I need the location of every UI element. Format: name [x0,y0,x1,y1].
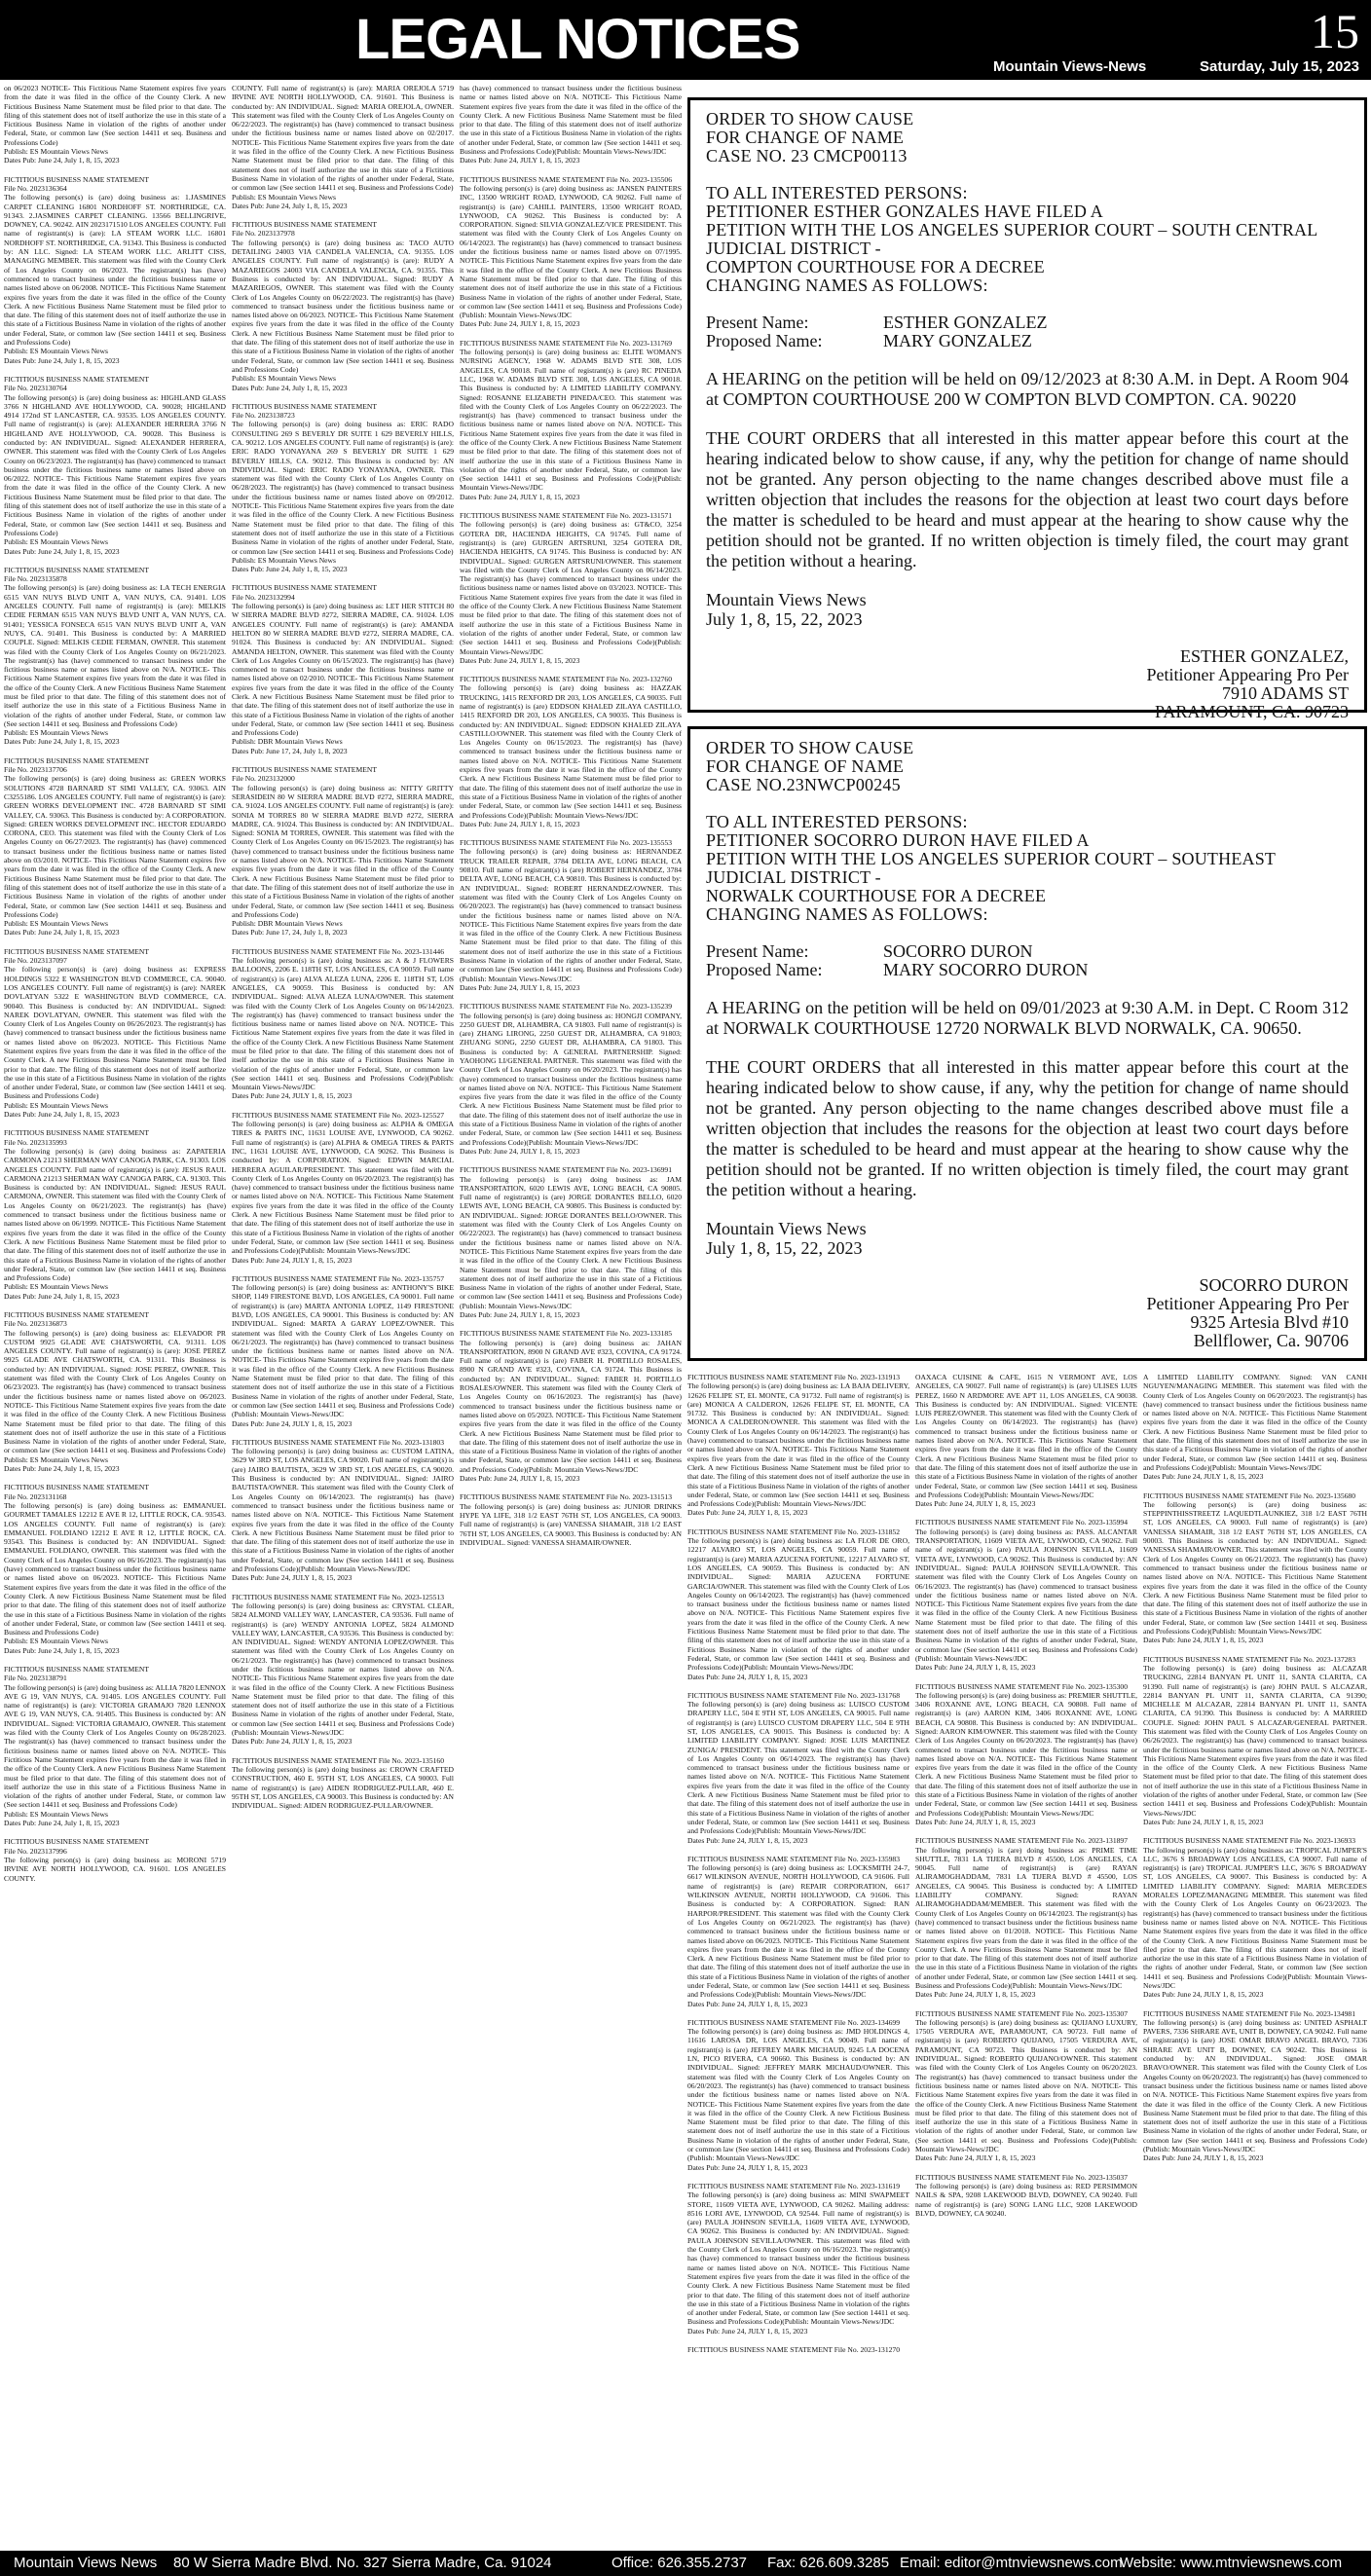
fictitious-business-notice: FICTITIOUS BUSINESS NAME STATEMENT File No. 2023135993 The following person(s) is (are) doing business as: ZAPATERIA CARMONA 21213 SHERMAN WAY CANOGA PARK, CA. 91303. LOS ANGELES COUNTY. Full name of registrant(s) is (are): JESUS RAUL CARMONA 21213 SHERMAN WAY CANOGA PARK, CA. 91303. This Business is conducted by: AN INDIVIDUAL. Signed: JESUS RAUL CARMONA, OWNER. This statement was filed with the County Clerk of Los Angeles County on 06/21/2023. The registrant(s) has (have) commenced to transact business under the fictitious business name or names listed above on 06/1999. NOTICE- This Fictitious Name Statement expires five years from the date it was filed in the office of the County Clerk. A new Fictitious Business Name Statement must be filed prior to that date. The filing of this statement does not of itself authorize the use in this state of a Fictitious Business Name in violation of the rights of another under Federal, State, or common law (See section 14411 et seq. Business and Professions Code) Publish: ES Mountain Views News Dates Pub: June 24, July 1, 8, 15, 2023 [4,1128,226,1301]
fictitious-business-notice: FICTITIOUS BUSINESS NAME STATEMENT File No. 2023-135506 The following person(s) is (are) doing business as: JANSEN PAINTERS INC, 13500 WRIGHT ROAD, LYNWOOD, CA 90262. Full name of registrant(s) is (are) CAHILL PAINTERS, 13500 WRIGHT ROAD, LYNWOOD, CA 90262. This Business is conducted by: A CORPORATION. Signed: SILVIA GONZALEZ/VICE PRESIDENT. This statement was filed with the County Clerk of Los Angeles County on 06/14/2023. The registrant(s) has (have) commenced to transact business under the fictitious business name or names listed above on 07/1995. NOTICE- This Fictitious Name Statement expires five years from the date it was filed in the office of the County Clerk. A new Fictitious Business Name Statement must be filed prior to that date. The filing of this statement does not of itself authorize the use in this state of a Fictitious Business Name in violation of the rights of another under Federal, State, or common law (See section 14411 et seq. Business and Professions Code)(Publish: Mountain Views-News/JDC Dates Pub: June 24, JULY 1, 8, 15, 2023 [460,174,682,329]
fictitious-business-notice: FICTITIOUS BUSINESS NAME STATEMENT File No. 2023-135307 The following person(s) is (are) doing business as: QUIJANO LUXURY, 17505 VERDURA AVE, PARAMOUNT, CA 90723. Full name of registrant(s) is (are) ROBERTO QUIJANO, 17505 VERDURA AVE, PARAMOUNT, CA 90723. This Business is conducted by: AN INDIVIDUAL. Signed: ROBERTO QUIJANO/OWNER. This statement was filed with the County Clerk of Los Angeles County on 06/20/2023. The registrant(s) has (have) commenced to transact business under the fictitious business name or names listed above on N/A. NOTICE- This Fictitious Name Statement expires five years from the date it was filed in the office of the County Clerk. A new Fictitious Business Name Statement must be filed prior to that date. The filing of this statement does not of itself authorize the use in this state of a Fictitious Business Name in violation of the rights of another under Federal, State, or common law (See section 14411 et seq. Business and Professions Code)(Publish: Mountain Views-News/JDC Dates Pub: June 24, JULY 1, 8, 15, 2023 [915,2008,1137,2163]
court-order-text: THE COURT ORDERS that all interested in this matter appear before this court at the hearing indicated below to show cause, if any, why the petition for change of name should not be granted. Any person objecting to the name changes described above must file a written objection that includes the reasons for the objection at least two court days before the matter is scheduled to be heard and must appear at the hearing to show cause why the petition should not be granted. If no written objection is timely filed, the court may grant the petition without a hearing. [706,1057,1349,1199]
fictitious-business-notice: FICTITIOUS BUSINESS NAME STATEMENT File No. 2023-136991 The following person(s) is (are) doing business as: JAM TRANSPORTATION, 6020 LEWIS AVE, LONG BEACH, CA 90805. Full name of registrant(s) is (are) JORGE DORANTES BELLO, 6020 LEWIS AVE, LONG BEACH, CA 90805. This Business is conducted by: AN INDIVIDUAL. Signed: JORGE DORANTES BELLO/OWNER. This statement was filed with the County Clerk of Los Angeles County on 06/22/2023. The registrant(s) has (have) commenced to transact business under the fictitious business name or names listed above on N/A. NOTICE- This Fictitious Name Statement expires five years from the date it was filed in the office of the County Clerk. A new Fictitious Business Name Statement must be filed prior to that date. The filing of this statement does not of itself authorize the use in this state of a Fictitious Business Name in violation of the rights of another under Federal, State, or common law (See section 14411 et seq. Business and Professions Code)(Publish: Mountain Views-News/JDC Dates Pub: June 24, JULY 1, 8, 15, 2023 [460,1165,682,1319]
name-change-order-box [687,97,1367,721]
fictitious-business-notice: FICTITIOUS BUSINESS NAME STATEMENT File No. 2023-135300 The following person(s) is (are) doing business as: PREMIER SHUTTLE, 3406 ROXANNE AVE, LONG BEACH, CA 90808. Full name of registrant(s) is (are) AARON KIM, 3406 ROXANNE AVE, LONG BEACH, CA 90808. This Business is conducted by: AN INDIVIDUAL. Signed: AARON KIM/OWNER. This statement was filed with the County Clerk of Los Angeles County on 06/20/2023. The registrant(s) has (have) commenced to transact business under the fictitious business name or names listed above on N/A. NOTICE- This Fictitious Name Statement expires five years from the date it was filed in the office of the County Clerk. A new Fictitious Business Name Statement must be filed prior to that date. The filing of this statement does not of itself authorize the use in this state of a Fictitious Business Name in violation of the rights of another under Federal, State, or common law (See section 14411 et seq. Business and Professions Code)(Publish: Mountain Views-News/JDC Dates Pub: June 24, JULY 1, 8, 15, 2023 [915,1681,1137,1826]
proposed-name: MARY SOCORRO DURON [883,960,1089,979]
fictitious-business-notice: FICTITIOUS BUSINESS NAME STATEMENT File No. 2023-134981 The following person(s) is (are) doing business as: UNITED ASPHALT PAVERS, 7336 SHRARE AVE, UNIT B, DOWNEY, CA 90242. Full name of registrant(s) is (are) JOSE OMAR BRAVO ANGEL BRAVO, 7336 SHRARE AVE UNIT B, DOWNEY, CA 90242. This Business is conducted by: AN INDIVIDUAL. Signed: JOSE OMAR BRAVO/OWNER. This statement was filed with the County Clerk of Los Angeles County on 06/20/2023. The registrant(s) has (have) commenced to transact business under the fictitious business name or names listed above on N/A. NOTICE- This Fictitious Name Statement expires five years from the date it was filed in the office of the County Clerk. A new Fictitious Business Name Statement must be filed prior to that date. The filing of this statement does not of itself authorize the use in this state of a Fictitious Business Name in violation of the rights of another under Federal, State, or common law (See section 14411 et seq. Business and Professions Code)(Publish: Mountain Views-News/JDC Dates Pub: June 24, JULY 1, 8, 15, 2023 [1143,2008,1367,2163]
fictitious-business-notice: FICTITIOUS BUSINESS NAME STATEMENT File No. 2023137706 The following person(s) is (are) doing business as: GREEN WORKS SOLUTIONS 4728 BARNARD ST SIMI VALLEY, CA. 93063. AIN C3255186. LOS ANGELES COUNTY. Full name of registrant(s) is (are): GREEN WORKS DEVELOPMENT INC. 4728 BARNARD ST SIMI VALLEY, CA. 93063. This Business is conducted by: A CORPORATION. Signed: GREEN WORKS DEVELOPMENT INC. HECTOR EDUARDO CORONA, CEO. This statement was filed with the County Clerk of Los Angeles County on 06/27/2023. The registrant(s) has (have) commenced to transact business under the fictitious business name or names listed above on 03/2010. NOTICE- This Fictitious Name Statement expires five years from the date it was filed in the office of the County Clerk. A new Fictitious Business Name Statement must be filed prior to that date. The filing of this statement does not of itself authorize the use in this state of a Fictitious Business Name in violation of the rights of another under Federal, State, or common law (See section 14411 et seq. Business and Professions Code) Publish: ES Mountain Views News Dates Pub: June 24, July 1, 8, 15, 2023 [4,755,226,938]
name-table [706,942,1349,979]
proposed-name: MARY GONZALEZ [883,331,1032,350]
present-name-label: Present Name: [706,941,809,961]
page-header [0,0,1371,80]
publication-info: Mountain Views News July 1, 8, 15, 22, 2023 [706,1219,867,1258]
fictitious-business-notice: FICTITIOUS BUSINESS NAME STATEMENT File No. 2023-131446 The following person(s) is (are) doing business as: A & J FLOWERS BALLOONS, 2206 E. 118TH ST, LOS ANGELES, CA 90059. Full name of registrant(s) is (are) ALVA ALEZA LUNA, 2206 E. 118TH ST, LOS ANGELES, CA 90059. This Business is conducted by: AN INDIVIDUAL. Signed: ALVA ALEZA LUNA/OWNER. This statement was filed with the County Clerk of Los Angeles County on 06/14/2023. The registrant(s) has (have) commenced to transact business under the fictitious business name or names listed above on N/A. NOTICE- This Fictitious Name Statement expires five years from the date it was filed in the office of the County Clerk. A new Fictitious Business Name Statement must be filed prior to that date. The filing of this statement does not of itself authorize the use in this state of a Fictitious Business Name in violation of the rights of another under Federal, State, or common law (See section 14411 et seq. Business and Professions Code)(Publish: Mountain Views-News/JDC Dates Pub: June 24, JULY 1, 8, 15, 2023 [232,946,454,1101]
footer-website-link[interactable]: Website: www.mtnviewsnews.com [1120,2555,1343,2571]
fictitious-business-notice: FICTITIOUS BUSINESS NAME STATEMENT File No. 2023137978 The following person(s) is (are) doing business as: TACO AUTO DETAILING 24003 VIA CANDELA VALENCIA, CA. 91355. LOS ANGELES COUNTY. Full name of registrant(s) is (are): RUDY A MAZARIEGOS 24003 VIA CANDELA VALENCIA, CA. 91355. This Business is conducted by: AN INDIVIDUAL. Signed: RUDY A MAZARIEGOS, OWNER. This statement was filed with the County Clerk of Los Angeles County on 06/22/2023. The registrant(s) has (have) commenced to transact business under the fictitious business name or names listed above on 06/2023. NOTICE- This Fictitious Name Statement expires five years from the date it was filed in the office of the County Clerk. A new Fictitious Business Name Statement must be filed prior to that date. The filing of this statement does not of itself authorize the use in this state of a Fictitious Business Name in violation of the rights of another under Federal, State, or common law (See section 14411 et seq. Business and Professions Code) Publish: ES Mountain Views News Dates Pub: June 24, July 1, 8, 15, 2023 [232,220,454,392]
fictitious-business-notice: FICTITIOUS BUSINESS NAME STATEMENT File No. 2023138723 The following person(s) is (are) doing business as: ERIC RADO CONSULTING 269 S BEVERLY DR SUITE 1 629 BEVERLY HILLS, CA. 90212. LOS ANGELES COUNTY. Full name of registrant(s) is (are): ERIC RADO YONAYANA 269 S BEVERLY DR SUITE 1 629 BEVERLY HILLS, CA. 90212. This Business is conducted by: AN INDIVIDUAL. Signed: ERIC RADO YONAYANA, OWNER. This statement was filed with the County Clerk of Los Angeles County on 06/28/2023. The registrant(s) has (have) commenced to transact business under the fictitious business name or names listed above on 09/2012. NOTICE- This Fictitious Name Statement expires five years from the date it was filed in the office of the County Clerk. A new Fictitious Business Name Statement must be filed prior to that date. The filing of this statement does not of itself authorize the use in this state of a Fictitious Business Name in violation of the rights of another under Federal, State, or common law (See section 14411 et seq. Business and Professions Code) Publish: ES Mountain Views News Dates Pub: June 24, July 1, 8, 15, 2023 [232,401,454,574]
fictitious-business-notice: on 06/2023 NOTICE- This Fictitious Name Statement expires five years from the date it was filed in the office of the County Clerk. A new Fictitious Business Name Statement must be filed prior to that date. The filing of this statement does not of itself authorize the use in this state of a Fictitious Business Name in violation of the rights of another under Federal, State, or common law (See section 14411 et seq. Business and Professions Code) Publish: ES Mountain Views News Dates Pub: June 24, July 1, 8, 15, 2023 [4,84,226,166]
present-name: SOCORRO DURON [883,941,1033,961]
notice-column-2 [232,84,454,2545]
fictitious-business-notice: FICTITIOUS BUSINESS NAME STATEMENT File No. 2023131168 The following person(s) is (are) doing business as: EMMANUEL GOURMET TAMALES 12212 E AVE R 12, LITTLE ROCK, CA. 93543. LOS ANGELES COUNTY. Full name of registrant(s) is (are): EMMANUEL FOLDIANO 12212 E AVE R 12, LITTLE ROCK, CA. 93543. This Business is conducted by: AN INDIVIDUAL. Signed: EMMANUEL FOLDIANO, OWNER. This statement was filed with the County Clerk of Los Angeles County on 06/16/2023. The registrant(s) has (have) commenced to transact business under the fictitious business name or names listed above on 06/2023. NOTICE- This Fictitious Name Statement expires five years from the date it was filed in the office of the County Clerk. A new Fictitious Business Name Statement must be filed prior to that date. The filing of this statement does not of itself authorize the use in this state of a Fictitious Business Name in violation of the rights of another under Federal, State, or common law (See section 14411 et seq. Business and Professions Code) Publish: ES Mountain Views News Dates Pub: June 24, July 1, 8, 15, 2023 [4,1483,226,1655]
fictitious-business-notice: FICTITIOUS BUSINESS NAME STATEMENT File No. 2023136873 The following person(s) is (are) doing business as: ELEVADOR PR CUSTOM 9925 GLADE AVE CHATSWORTH, CA. 91311. LOS ANGELES COUNTY. Full name of registrant(s) is (are): JOSE PEREZ 9925 GLADE AVE CHATSWORTH, CA. 91311. This Business is conducted by: AN INDIVIDUAL. Signed: JOSE PEREZ, OWNER. This statement was filed with the County Clerk of Los Angeles County on 06/23/2023. The registrant(s) has (have) commenced to transact business under the fictitious business name or names listed above on 06/2023. NOTICE- This Fictitious Name Statement expires five years from the date it was filed in the office of the County Clerk. A new Fictitious Business Name Statement must be filed prior to that date. The filing of this statement does not of itself authorize the use in this state of a Fictitious Business Name in violation of the rights of another under Federal, State, or common law (See section 14411 et seq. Business and Professions Code) Publish: ES Mountain Views News Dates Pub: June 24, July 1, 8, 15, 2023 [4,1310,226,1474]
fictitious-business-notice: FICTITIOUS BUSINESS NAME STATEMENT File No. 2023132000 The following person(s) is (are) doing business as: NITTY GRITTY SERASIDEIN 80 W SIERRA MADRE BLVD #272, SIERRA MADRE, CA. 91024. LOS ANGELES COUNTY. Full name of registrant(s) is (are): SONIA M TORRES 80 W SIERRA MADRE BLVD #272, SIERRA MADRE, CA. 91024. This Business is conducted by: AN INDIVIDUAL. Signed: SONIA M TORRES, OWNER. This statement was filed with the County Clerk of Los Angeles County on 06/15/2023. The registrant(s) has (have) commenced to transact business under the fictitious business name or names listed above on N/A. NOTICE- This Fictitious Name Statement expires five years from the date it was filed in the office of the County Clerk. A new Fictitious Business Name Statement must be filed prior to that date. The filing of this statement does not of itself authorize the use in this state of a Fictitious Business Name in violation of the rights of another under Federal, State, or common law (See section 14411 et seq. Business and Professions Code) Publish: DBR Mountain Views News Dates Pub: June 17, 24, July 1, 8, 2023 [232,765,454,938]
publication-info: Mountain Views News July 1, 8, 15, 22, 2023 [706,590,867,629]
fictitious-business-notice: FICTITIOUS BUSINESS NAME STATEMENT File No. 2023-131513 The following person(s) is (are) doing business as: JUNIOR DRINKS HYPE YA LIFE, 318 1/2 EAST 76TH ST, LOS ANGELES, CA 90003. Full name of registrant(s) is (are) VANESSA SHAMAIR, 318 1/2 EAST 76TH ST, LOS ANGELES, CA 90003. This Business is conducted by: AN INDIVIDUAL. Signed: VANESSA SHAMAIR/OWNER. [460,1492,682,1547]
issue-date: Saturday, July 15, 2023 [1200,58,1359,75]
fictitious-business-notice: FICTITIOUS BUSINESS NAME STATEMENT File No. 2023-135239 The following person(s) is (are) doing business as: HONGJI COMPANY, 2250 GUEST DR, ALHAMBRA, CA 91803. Full name of registrant(s) is (are) ZHANG LIRONG, 2250 GUEST DR, ALHAMBRA, CA 91803; ZHUANG SONG, 2250 GUEST DR, ALHAMBRA, CA 91803. This Business is conducted by: A GENERAL PARTNERSHIP. Signed: YAOHONG LI/GENERAL PARTNER. This statement was filed with the County Clerk of Los Angeles County on 06/20/2023. The registrant(s) has (have) commenced to transact business under the fictitious business name or names listed above on N/A. NOTICE- This Fictitious Name Statement expires five years from the date it was filed in the office of the County Clerk. A new Fictitious Business Name Statement must be filed prior to that date. The filing of this statement does not of itself authorize the use in this state of a Fictitious Business Name in violation of the rights of another under Federal, State, or common law (See section 14411 et seq. Business and Professions Code)(Publish: Mountain Views-News/JDC Dates Pub: June 24, JULY 1, 8, 15, 2023 [460,1002,682,1156]
section-title: LEGAL NOTICES [355,8,800,71]
footer-paper: Mountain Views News [14,2555,158,2571]
fictitious-business-notice: FICTITIOUS BUSINESS NAME STATEMENT File No. 2023-135680 The following person(s) is (are) doing business as: STEPPINTHISSTREETZ LAQUEDTLAUNKIEZ, 318 1/2 EAST 76TH ST, LOS ANGELES, CA 90003. Full name of registrant(s) is (are) VANESSA SHAMAIR, 318 1/2 EAST 76TH ST, LOS ANGELES, CA 90003. This Business is conducted by: AN INDIVIDUAL. Signed: VANESSA SHAMAIR/OWNER. This statement was filed with the County Clerk of Los Angeles County on 06/21/2023. The registrant(s) has (have) commenced to transact business under the fictitious business name or names listed above on N/A. NOTICE- This Fictitious Name Statement expires five years from the date it was filed in the office of the County Clerk. A new Fictitious Business Name Statement must be filed prior to that date. The filing of this statement does not of itself authorize the use in this state of a Fictitious Business Name in violation of the rights of another under Federal, State, or common law (See section 14411 et seq. Business and Professions Code)(Publish: Mountain Views-News/JDC Dates Pub: June 24, JULY 1, 8, 15, 2023 [1143,1490,1367,1645]
fictitious-business-notice: FICTITIOUS BUSINESS NAME STATEMENT File No. 2023-125527 The following person(s) is (are) doing business as: ALPHA & OMEGA TIRES & PARTS INC, 11631 LOUISE AVE, LYNWOOD, CA 90262. Full name of registrant(s) is (are) ALPHA & OMEGA TIRES & PARTS INC, 11631 LOUISE AVE, LYNWOOD, CA 90262. This Business is conducted by: A CORPORATION. Signed: EDWIN MARCIAL HERRERA AGUILAR/PRESIDENT. This statement was filed with the County Clerk of Los Angeles County on 06/20/2023. The registrant(s) has (have) commenced to transact business under the fictitious business name or names listed above on N/A. NOTICE- This Fictitious Name Statement expires five years from the date it was filed in the office of the County Clerk. A new Fictitious Business Name Statement must be filed prior to that date. The filing of this statement does not of itself authorize the use in this state of a Fictitious Business Name in violation of the rights of another under Federal, State, or common law (See section 14411 et seq. Business and Professions Code)(Publish: Mountain Views-News/JDC Dates Pub: June 24, JULY 1, 8, 15, 2023 [232,1110,454,1265]
footer-fax: Fax: 626.609.3285 [767,2555,890,2571]
hearing-details: A HEARING on the petition will be held on 09/12/2023 at 8:30 A.M. in Dept. A Room 904 at COMPTON COURTHOUSE 200 W COMPTON BLVD COMPTON. CA. 90220 [706,369,1349,409]
fictitious-business-notice: FICTITIOUS BUSINESS NAME STATEMENT File No. 2023137996 The following person(s) is (are) doing business as: MORONI 5719 IRVINE AVE NORTH HOLLYWOOD, CA. 91601. LOS ANGELES COUNTY. [4,1837,226,1883]
footer-email-link[interactable]: Email: editor@mtnviewsnews.com [900,2555,1123,2571]
name-table [706,313,1349,350]
fictitious-business-notice: FICTITIOUS BUSINESS NAME STATEMENT File No. 2023132994 The following person(s) is (are) doing business as: LET HER STITCH 80 W SIERRA MADRE BLVD #272, SIERRA MADRE, CA. 91024. LOS ANGELES COUNTY. Full name of registrant(s) is (are): AMANDA HELTON 80 W SIERRA MADRE BLVD #272, SIERRA MADRE, CA. 91024. This Business is conducted by: AN INDIVIDUAL. Signed: AMANDA HELTON, OWNER. This statement was filed with the County Clerk of Los Angeles County on 06/15/2023. The registrant(s) has (have) commenced to transact business under the fictitious business name or names listed above on 02/2010. NOTICE- This Fictitious Name Statement expires five years from the date it was filed in the office of the County Clerk. A new Fictitious Business Name Statement must be filed prior to that date. The filing of this statement does not of itself authorize the use in this state of a Fictitious Business Name in violation of the rights of another under Federal, State, or common law (See section 14411 et seq. Business and Professions Code) Publish: DBR Mountain Views News Dates Pub: June 17, 24, July 1, 8, 2023 [232,583,454,755]
fictitious-business-notice: FICTITIOUS BUSINESS NAME STATEMENT File No. 2023-131897 The following person(s) is (are) doing business as: PRIME TIME SHUTTLE, 7831 LA TIJERA BLVD # 45500, LOS ANGELES, CA 90045. Full name of registrant(s) is (are) RAYAN ALIRAMOGHADDAM, 7831 LA TIJERA BLVD # 45500, LOS ANGELES, CA 90045. This Business is conducted by: A LIMITED LIABILITY COMPANY. Signed: RAYAN ALIRAMOGHADDAM/MEMBER. This statement was filed with the County Clerk of Los Angeles County on 06/14/2023. The registrant(s) has (have) commenced to transact business under the fictitious business name or names listed above on 01/2018. NOTICE- This Fictitious Name Statement expires five years from the date it was filed in the office of the County Clerk. A new Fictitious Business Name Statement must be filed prior to that date. The filing of this statement does not of itself authorize the use in this state of a Fictitious Business Name in violation of the rights of another under Federal, State, or common law (See section 14411 et seq. Business and Professions Code)(Publish: Mountain Views-News/JDC Dates Pub: June 24, JULY 1, 8, 15, 2023 [915,1836,1137,2000]
order-notice-to: TO ALL INTERESTED PERSONS: PETITIONER ESTHER GONZALES HAVE FILED A PETITION WITH THE LOS ANGELES SUPERIOR COURT – SOUTH CENTRAL JUDICIAL DISTRICT - COMPTON COURTHOUSE FOR A DECREE CHANGING NAMES AS FOLLOWS: [706,183,1318,295]
page-number: 15 [1311,4,1359,58]
fictitious-business-notice: COUNTY. Full name of registrant(s) is (are): MARIA OREJOLA 5719 IRVINE AVE NORTH HOLLYWOOD, CA. 91601. This Business is conducted by: AN INDIVIDUAL. Signed: MARIA OREJOLA, OWNER. This statement was filed with the County Clerk of Los Angeles County on 06/22/2023. The registrant(s) has (have) commenced to transact business under the fictitious business name or names listed above on 02/2017. NOTICE- This Fictitious Name Statement expires five years from the date it was filed in the office of the County Clerk. A new Fictitious Business Name Statement must be filed prior to that date. The filing of this statement does not of itself authorize the use in this state of a Fictitious Business Name in violation of the rights of another under Federal, State, or common law (See section 14411 et seq. Business and Professions Code) Publish: ES Mountain Views News Dates Pub: June 24, July 1, 8, 15, 2023 [232,84,454,210]
fictitious-business-notice: FICTITIOUS BUSINESS NAME STATEMENT File No. 2023-137283 The following person(s) is (are) doing business as: ALCAZAR TRUCKING, 22814 BANYAN PL UNIT 11, SANTA CLARITA, CA 91390. Full name of registrant(s) is (are) JOHN PAUL S ALCAZAR, 22814 BANYAN PL UNIT 11, SANTA CLARITA, CA 91390; MICHELLE M ALCAZAR, 22814 BANYAN PL UNIT 11, SANTA CLARITA, CA 91390. This Business is conducted by: A MARRIED COUPLE. Signed: JOHN PAUL S ALCAZAR/GENERAL PARTNER. This statement was filed with the County Clerk of Los Angeles County on 06/26/2023. The registrant(s) has (have) commenced to transact business under the fictitious business name or names listed above on N/A. NOTICE- This Fictitious Name Statement expires five years from the date it was filed in the office of the County Clerk. A new Fictitious Business Name Statement must be filed prior to that date. The filing of this statement does not of itself authorize the use in this state of a Fictitious Business Name in violation of the rights of another under Federal, State, or common law (See section 14411 et seq. Business and Professions Code)(Publish: Mountain Views-News/JDC Dates Pub: June 24, JULY 1, 8, 15, 2023 [1143,1654,1367,1826]
hearing-details: A HEARING on the petition will be held on 09/01/2023 at 9:30 A.M. in Dept. C Room 312 at NORWALK COURTHOUSE 12720 NORWALK BLVD NORWALK, CA. 90650. [706,998,1349,1038]
fictitious-business-notice: FICTITIOUS BUSINESS NAME STATEMENT File No. 2023137097 The following person(s) is (are) doing business as: EXPRESS HOLDINGS 5322 E WASHINGTON BLVD COMMERCE, CA. 90040. LOS ANGELES COUNTY. Full name of registrant(s) is (are): NAREK DOVLATYAN 5322 E WASHINGTON BLVD COMMERCE, CA. 90040. This Business is conducted by: AN INDIVIDUAL. Signed: NAREK DOVLATYAN, OWNER. This statement was filed with the County Clerk of Los Angeles County on 06/26/2023. The registrant(s) has (have) commenced to transact business under the fictitious business name or names listed above on 06/2023. NOTICE- This Fictitious Name Statement expires five years from the date it was filed in the office of the County Clerk. A new Fictitious Business Name Statement must be filed prior to that date. The filing of this statement does not of itself authorize the use in this state of a Fictitious Business Name in violation of the rights of another under Federal, State, or common law (See section 14411 et seq. Business and Professions Code) Publish: ES Mountain Views News Dates Pub: June 24, July 1, 8, 15, 2023 [4,946,226,1120]
fictitious-business-notice: FICTITIOUS BUSINESS NAME STATEMENT File No. 2023-135983 The following person(s) is (are) doing business as: LOCKSMITH 24-7, 6617 WILKINSON AVENUE, NORTH HOLLYWOOD, CA 91606. Full name of registrant(s) is (are) REPAIR CORPORATION, 6617 WILKINSON AVENUE, NORTH HOLLYWOOD, CA 91606. This Business is conducted by: A CORPORATION. Signed: RAN HARPOR/PRESIDENT. This statement was filed with the County Clerk of Los Angeles County on 06/21/2023. The registrant(s) has (have) commenced to transact business under the fictitious business name or names listed above on 06/2023. NOTICE- This Fictitious Name Statement expires five years from the date it was filed in the office of the County Clerk. A new Fictitious Business Name Statement must be filed prior to that date. The filing of this statement does not of itself authorize the use in this state of a Fictitious Business Name in violation of the rights of another under Federal, State, or common law (See section 14411 et seq. Business and Professions Code)(Publish: Mountain Views-News/JDC Dates Pub: June 24, JULY 1, 8, 15, 2023 [687,1854,909,2008]
fictitious-business-notice: FICTITIOUS BUSINESS NAME STATEMENT File No. 2023-125513 The following person(s) is (are) doing business as: CRYSTAL CLEAR, 5824 ALMOND VALLEY WAY, LANCASTER, CA 93536. Full name of registrant(s) is (are) WENDY ANTONIA LOPEZ, 5824 ALMOND VALLEY WAY, LANCASTER, CA 93536. This Business is conducted by: AN INDIVIDUAL. Signed: WENDY ANTONIA LOPEZ/OWNER. This statement was filed with the County Clerk of Los Angeles County on 06/21/2023. The registrant(s) has (have) commenced to transact business under the fictitious business name or names listed above on N/A. NOTICE- This Fictitious Name Statement expires five years from the date it was filed in the office of the County Clerk. A new Fictitious Business Name Statement must be filed prior to that date. The filing of this statement does not of itself authorize the use in this state of a Fictitious Business Name in violation of the rights of another under Federal, State, or common law (See section 14411 et seq. Business and Professions Code)(Publish: Mountain Views-News/JDC Dates Pub: June 24, JULY 1, 8, 15, 2023 [232,1592,454,1747]
order-caption: ORDER TO SHOW CAUSE FOR CHANGE OF NAME CASE NO.23NWCP00245 [706,738,914,794]
fictitious-business-notice: A LIMITED LIABILITY COMPANY. Signed: VAN CANH NGUYEN/MANAGING MEMBER. This statement was filed with the County Clerk of Los Angeles County on 06/20/2023. The registrant(s) has (have) commenced to transact business under the fictitious business name or names listed above on N/A. NOTICE- This Fictitious Name Statement expires five years from the date it was filed in the office of the County Clerk. A new Fictitious Business Name Statement must be filed prior to that date. The filing of this statement does not of itself authorize the use in this state of a Fictitious Business Name in violation of the rights of another under Federal, State, or common law (See section 14411 et seq. Business and Professions Code)(Publish: Mountain Views-News/JDC Dates Pub: June 24, JULY 1, 8, 15, 2023 [1143,1373,1367,1482]
proposed-name-label: Proposed Name: [706,960,823,979]
fictitious-business-notice: FICTITIOUS BUSINESS NAME STATEMENT File No. 2023-136933 The following person(s) is (are) doing business as: TROPICAL JUMPER'S LLC, 3676 S BROADWAY LOS ANGELES, CA 90007. Full name of registrant(s) is (are) TROPICAL JUMPER'S LLC, 3676 S BROADWAY ST, LOS ANGELES, CA 90007. This Business is conducted by: A LIMITED LIABILITY COMPANY. Signed: MARIA MERCEDES MORALES LOPEZ/MANAGING MEMBER. This statement was filed with the County Clerk of Los Angeles County on 06/23/2023. The registrant(s) has (have) commenced to transact business under the fictitious business name or names listed above on N/A. NOTICE- This Fictitious Name Statement expires five years from the date it was filed in the office of the County Clerk. A new Fictitious Business Name Statement must be filed prior to that date. The filing of this statement does not of itself authorize the use in this state of a Fictitious Business Name in violation of the rights of another under Federal, State, or common law (See section 14411 et seq. Business and Professions Code)(Publish: Mountain Views-News/JDC Dates Pub: June 24, JULY 1, 8, 15, 2023 [1143,1836,1367,2000]
fictitious-business-notice: FICTITIOUS BUSINESS NAME STATEMENT File No. 2023-135757 The following person(s) is (are) doing business as: ANTHONY'S BIKE SHOP, 1149 FIRESTONE BLVD, LOS ANGELES, CA 90001. Full name of registrant(s) is (are) MARTA ANTONIA LOPEZ, 1149 FIRESTONE BLVD, LOS ANGELES, CA 90001. This Business is conducted by: AN INDIVIDUAL. Signed: MARTA A GARAY LOPEZ/OWNER. This statement was filed with the County Clerk of Los Angeles County on 06/21/2023. The registrant(s) has (have) commenced to transact business under the fictitious business name or names listed above on N/A. NOTICE- This Fictitious Name Statement expires five years from the date it was filed in the office of the County Clerk. A new Fictitious Business Name Statement must be filed prior to that date. The filing of this statement does not of itself authorize the use in this state of a Fictitious Business Name in violation of the rights of another under Federal, State, or common law (See section 14411 et seq. Business and Professions Code)(Publish: Mountain Views-News/JDC Dates Pub: June 24, JULY 1, 8, 15, 2023 [232,1273,454,1428]
fictitious-business-notice: FICTITIOUS BUSINESS NAME STATEMENT File No. 2023-131852 The following person(s) is (are) doing business as: LA FLOR DE ORO, 12217 ALVARO ST, LOS ANGELES, CA 90059. Full name of registrant(s) is (are) MARIA AZUCENA FORTUNE, 12217 ALVARO ST, LOS ANGELES, CA 90059. This Business is conducted by: AN INDIVIDUAL. Signed: MARIA AZUCENA FORTUNE GARCIA/OWNER. This statement was filed with the County Clerk of Los Angeles County on 06/14/2023. The registrant(s) has (have) commenced to transact business under the fictitious business name or names listed above on N/A. NOTICE- This Fictitious Name Statement expires five years from the date it was filed in the office of the County Clerk. A new Fictitious Business Name Statement must be filed prior to that date. The filing of this statement does not of itself authorize the use in this state of a Fictitious Business Name in violation of the rights of another under Federal, State, or common law (See section 14411 et seq. Business and Professions Code)(Publish: Mountain Views-News/JDC Dates Pub: June 24, JULY 1, 8, 15, 2023 [687,1527,909,1681]
present-name: ESTHER GONZALEZ [883,313,1048,332]
notice-column-6 [1143,1373,1367,2545]
court-order-text: THE COURT ORDERS that all interested in this matter appear before this court at the hearing indicated below to show cause, if any, why the petition for change of name should not be granted. Any person objecting to the name changes described above must file a written objection that includes the reasons for the objection at least two court days before the matter is scheduled to be heard and must appear at the hearing to show cause why the petition should not be granted. If no written objection is timely filed, the court may grant the petition without a hearing. [706,428,1349,570]
proposed-name-label: Proposed Name: [706,331,823,350]
present-name-label: Present Name: [706,313,809,332]
fictitious-business-notice: FICTITIOUS BUSINESS NAME STATEMENT File No. 2023-131619 The following person(s) is (are) doing business as: MINI SWAPMEET STORE, 11609 VIETA AVE, LYNWOOD, CA 90262. Mailing address: 8516 LORI AVE, LYNWOOD, CA 92544. Full name of registrant(s) is (are) PAULA JOHNSON SEVILLA, 11609 VIETA AVE, LYNWOOD, CA 90262. This Business is conducted by: AN INDIVIDUAL. Signed: PAULA JOHNSON SEVILLA/OWNER. This statement was filed with the County Clerk of Los Angeles County on 06/16/2023. The registrant(s) has (have) commenced to transact business under the fictitious business name or names listed above on N/A. NOTICE- This Fictitious Name Statement expires five years from the date it was filed in the office of the County Clerk. A new Fictitious Business Name Statement must be filed prior to that date. The filing of this statement does not of itself authorize the use in this state of a Fictitious Business Name in violation of the rights of another under Federal, State, or common law (See section 14411 et seq. Business and Professions Code)(Publish: Mountain Views-News/JDC Dates Pub: June 24, JULY 1, 8, 15, 2023 [687,2181,909,2336]
name-change-order-box [687,726,1367,1361]
petitioner-signature: SOCORRO DURON Petitioner Appearing Pro Per 9325 Artesia Blvd #10 Bellflower, Ca. 90706 [1146,1275,1349,1350]
page-footer [0,2551,1371,2576]
petitioner-signature: ESTHER GONZALEZ, Petitioner Appearing Pro Per 7910 ADAMS ST PARAMOUNT, CA. 90723 [1146,646,1349,721]
fictitious-business-notice: FICTITIOUS BUSINESS NAME STATEMENT File No. 2023-131769 The following person(s) is (are) doing business as: ELITE WOMAN'S NURSING AGENCY, 1968 W. ADAMS BLVD STE 308, LOS ANGELES, CA 90018. Full name of registrant(s) is (are) RC PINEDA LLC, 1968 W. ADAMS BLVD STE 308, LOS ANGELES, CA 90018. This Business is conducted by: A LIMITED LIABILITY COMPANY. Signed: ROSANNE ELIZABETH PINEDA/CEO. This statement was filed with the County Clerk of Los Angeles County on 06/22/2023. The registrant(s) has (have) commenced to transact business under the fictitious business name or names listed above on N/A. NOTICE- This Fictitious Name Statement expires five years from the date it was filed in the office of the County Clerk. A new Fictitious Business Name Statement must be filed prior to that date. The filing of this statement does not of itself authorize the use in this state of a Fictitious Business Name in violation of the rights of another under Federal, State, or common law (See section 14411 et seq. Business and Professions Code)(Publish: Mountain Views-News/JDC Dates Pub: June 24, JULY 1, 8, 15, 2023 [460,338,682,501]
fictitious-business-notice: FICTITIOUS BUSINESS NAME STATEMENT File No. 2023136364 The following person(s) is (are) doing business as: 1.JASMINES CARPET CLEANING 16801 NORDHOFF ST. NORTHRIDGE, CA. 91343. 2.JASMINES CARPET CLEANING. 13566 BELLINGRIVE, DOWNEY, CA. 90242. AIN 2023171510 LOS ANGELES COUNTY. Full name of registrant(s) is (are): LA STEAM WORK LLC. 16801 NORDHOFF ST. NORTHRIDGE, CA. 91343. This Business is conducted by: AN LLC. Signed: LA STEAM WORK LLC. ARLITT CISS, MANAGING MEMBER. This statement was filed with the County Clerk of Los Angeles County on 06/2023. The registrant(s) has (have) commenced to transact business under the fictitious business name or names listed above on 06/2008. NOTICE- This Fictitious Name Statement expires five years from the date it was filed in the office of the County Clerk. A new Fictitious Business Name Statement must be filed prior to that date. The filing of this statement does not of itself authorize the use in this state of a Fictitious Business Name in violation of the rights of another under Federal, State, or common law (See section 14411 et seq. Business and Professions Code) Publish: ES Mountain Views News Dates Pub: June 24, July 1, 8, 15, 2023 [4,174,226,365]
fictitious-business-notice: FICTITIOUS BUSINESS NAME STATEMENT File No. 2023-131270 [687,2344,901,2354]
fictitious-business-notice: FICTITIOUS BUSINESS NAME STATEMENT File No. 2023-135037 The following person(s) is (are) doing business as: RED PERSIMMON NAILS & SPA, 9208 LAKEWOOD BLVD, DOWNEY, CA 90240. Full name of registrant(s) is (are) SONG LANG LLC, 9208 LAKEWOOD BLVD, DOWNEY, CA 90240. [915,2172,1137,2218]
paper-name: Mountain Views-News [993,58,1147,75]
fictitious-business-notice: FICTITIOUS BUSINESS NAME STATEMENT File No. 2023-134699 The following person(s) is (are) doing business as: JMD HOLDINGS 4, 11616 LAROSA DR, LOS ANGELES, CA 90049. Full name of registrant(s) is (are) JEFFREY MARK MICHAUD, 9245 LA DOCENA LN, PICO RIVERA, CA 90660. This Business is conducted by: AN INDIVIDUAL. Signed: JEFFREY MARK MICHAUD/OWNER. This statement was filed with the County Clerk of Los Angeles County on 06/20/2023. The registrant(s) has (have) commenced to transact business under the fictitious business name or names listed above on N/A. NOTICE- This Fictitious Name Statement expires five years from the date it was filed in the office of the County Clerk. A new Fictitious Business Name Statement must be filed prior to that date. The filing of this statement does not of itself authorize the use in this state of a Fictitious Business Name in violation of the rights of another under Federal, State, or common law (See section 14411 et seq. Business and Professions Code)(Publish: Mountain Views-News/JDC Dates Pub: June 24, JULY 1, 8, 15, 2023 [687,2017,909,2172]
order-notice-to: TO ALL INTERESTED PERSONS: PETITIONER SOCORRO DURON HAVE FILED A PETITION WITH THE LOS ANGELES SUPERIOR COURT – SOUTHEAST JUDICIAL DISTRICT - NORWALK COURTHOUSE FOR A DECREE CHANGING NAMES AS FOLLOWS: [706,812,1277,924]
notice-column-3 [460,84,682,2545]
footer-phone: Office: 626.355.2737 [611,2555,747,2571]
fictitious-business-notice: FICTITIOUS BUSINESS NAME STATEMENT File No. 2023-131768 The following person(s) is (are) doing business as: LUISCO CUSTOM DRAPERY LLC, 504 E 9TH ST, LOS ANGELES, CA 90015. Full name of registrant(s) is (are) LUISCO CUSTOM DRAPERY LLC, 504 E 9TH ST, LOS ANGELES, CA 90015. This Business is conducted by: A LIMITED LIABILITY COMPANY. Signed: JOSE LUIS MARTINEZ ZUNIGA/ PRESIDENT. This statement was filed with the County Clerk of Los Angeles County on 06/14/2023. The registrant(s) has (have) commenced to transact business under the fictitious business name or names listed above on N/A. NOTICE- This Fictitious Name Statement expires five years from the date it was filed in the office of the County Clerk. A new Fictitious Business Name Statement must be filed prior to that date. The filing of this statement does not of itself authorize the use in this state of a Fictitious Business Name in violation of the rights of another under Federal, State, or common law (See section 14411 et seq. Business and Professions Code)(Publish: Mountain Views-News/JDC Dates Pub: June 24, JULY 1, 8, 15, 2023 [687,1690,909,1845]
fictitious-business-notice: FICTITIOUS BUSINESS NAME STATEMENT File No. 2023-135994 The following person(s) is (are) doing business as: PASS. ALCANTAR TRANSPORTATION, 11609 VIETA AVE, LYNWOOD, CA 90262. Full name of registrant(s) is (are) PAULA JOHNSON SEVILLA, 11609 VIETA AVE, LYNWOOD, CA 90262. This Business is conducted by: AN INDIVIDUAL. Signed: PAULA JOHNSON SEVILLA/OWNER. This statement was filed with the County Clerk of Los Angeles County on 06/16/2023. The registrant(s) has (have) commenced to transact business under the fictitious business name or names listed above on N/A. NOTICE- This Fictitious Name Statement expires five years from the date it was filed in the office of the County Clerk. A new Fictitious Business Name Statement must be filed prior to that date. The filing of this statement does not of itself authorize the use in this state of a Fictitious Business Name in violation of the rights of another under Federal, State, or common law (See section 14411 et seq. Business and Professions Code)(Publish: Mountain Views-News/JDC Dates Pub: June 24, JULY 1, 8, 15, 2023 [915,1518,1137,1673]
fictitious-business-notice: FICTITIOUS BUSINESS NAME STATEMENT File No. 2023138791 The following person(s) is (are) doing business as: ALLIA 7820 LENNOX AVE G 19, VAN NUYS, CA. 91405. LOS ANGELES COUNTY. Full name of registrant(s) is (are): VICTORIA GRAMAJO 7820 LENNOX AVE G 19, VAN NUYS, CA. 91405. This Business is conducted by: AN INDIVIDUAL. Signed: VICTORIA GRAMAJO, OWNER. This statement was filed with the County Clerk of Los Angeles County on 06/28/2023. The registrant(s) has (have) commenced to transact business under the fictitious business name or names listed above on N/A. NOTICE- This Fictitious Name Statement expires five years from the date it was filed in the office of the County Clerk. A new Fictitious Business Name Statement must be filed prior to that date. The filing of this statement does not of itself authorize the use in this state of a Fictitious Business Name in violation of the rights of another under Federal, State, or common law (See section 14411 et seq. Business and Professions Code) Publish: ES Mountain Views News Dates Pub: June 24, July 1, 8, 15, 2023 [4,1664,226,1828]
notice-column-4 [687,1373,909,2545]
order-caption: ORDER TO SHOW CAUSE FOR CHANGE OF NAME CASE NO. 23 CMCP00113 [706,109,914,166]
footer-address: 80 W Sierra Madre Blvd. No. 327 Sierra Madre, Ca. 91024 [173,2555,552,2571]
fictitious-business-notice: FICTITIOUS BUSINESS NAME STATEMENT File No. 2023-131803 The following person(s) is (are) doing business as: CUSTOM LATINA, 3629 W 3RD ST, LOS ANGELES, CA 90020. Full name of registrant(s) is (are) JAIRO BAUTISTA, 3629 W 3RD ST, LOS ANGELES, CA 90020. This Business is conducted by: AN INDIVIDUAL. Signed: JAIRO BAUTISTA/OWNER. This statement was filed with the County Clerk of Los Angeles County on 06/14/2023. The registrant(s) has (have) commenced to transact business under the fictitious business name or names listed above on N/A. NOTICE- This Fictitious Name Statement expires five years from the date it was filed in the office of the County Clerk. A new Fictitious Business Name Statement must be filed prior to that date. The filing of this statement does not of itself authorize the use in this state of a Fictitious Business Name in violation of the rights of another under Federal, State, or common law (See section 14411 et seq. Business and Professions Code)(Publish: Mountain Views-News/JDC Dates Pub: June 24, JULY 1, 8, 15, 2023 [232,1437,454,1583]
fictitious-business-notice: FICTITIOUS BUSINESS NAME STATEMENT File No. 2023135878 The following person(s) is (are) doing business as: LA TECH ENERGIA 6515 VAN NUYS BLVD UNIT A, VAN NUYS, CA. 91401. LOS ANGELES COUNTY. Full name of registrant(s) is (are): MELKIS CEDIE FERMAN 6515 VAN NUYS BLVD UNIT A, VAN NUYS, CA. 91401; YESSICA FONSECA 6515 VAN NUYS BLVD UNIT A, VAN NUYS, CA. 91401. This Business is conducted by: A MARRIED COUPLE. Signed: MELKIS CEDIE FERMAN, OWNER. This statement was filed with the County Clerk of Los Angeles County on 06/21/2023. The registrant(s) has (have) commenced to transact business under the fictitious business name or names listed above on N/A. NOTICE- This Fictitious Name Statement expires five years from the date it was filed in the office of the County Clerk. A new Fictitious Business Name Statement must be filed prior to that date. The filing of this statement does not of itself authorize the use in this state of a Fictitious Business Name in violation of the rights of another under Federal, State, or common law (See section 14411 et seq. Business and Professions Code) Publish: ES Mountain Views News Dates Pub: June 24, July 1, 8, 15, 2023 [4,565,226,747]
notice-column-1 [4,84,226,2545]
notice-column-5 [915,1373,1137,2545]
fictitious-business-notice: FICTITIOUS BUSINESS NAME STATEMENT File No. 2023-133185 The following person(s) is (are) doing business as: JAHAN TRANSPORTATION, 8900 N GRAND AVE #323, COVINA, CA 91724. Full name of registrant(s) is (are) FABER H. PORTILLO ROSALES, 8900 N GRAND AVE #323, COVINA, CA 91724. This Business is conducted by: AN INDIVIDUAL. Signed: FABER H. PORTILLO ROSALES/OWNER. This statement was filed with the County Clerk of Los Angeles County on 06/16/2023. The registrant(s) has (have) commenced to transact business under the fictitious business name or names listed above on 05/2023. NOTICE- This Fictitious Name Statement expires five years from the date it was filed in the office of the County Clerk. A new Fictitious Business Name Statement must be filed prior to that date. The filing of this statement does not of itself authorize the use in this state of a Fictitious Business Name in violation of the rights of another under Federal, State, or common law (See section 14411 et seq. Business and Professions Code)(Publish: Mountain Views-News/JDC Dates Pub: June 24, JULY 1, 8, 15, 2023 [460,1329,682,1484]
fictitious-business-notice: has (have) commenced to transact business under the fictitious business name or names listed above on N/A. NOTICE- This Fictitious Name Statement expires five years from the date it was filed in the office of the County Clerk. A new Fictitious Business Name Statement must be filed prior to that date. The filing of this statement does not of itself authorize the use in this state of a Fictitious Business Name in violation of the rights of another under Federal, State, or common law (See section 14411 et seq. Business and Professions Code)(Publish: Mountain Views-News/JDC Dates Pub: June 24, JULY 1, 8, 15, 2023 [460,84,682,166]
fictitious-business-notice: FICTITIOUS BUSINESS NAME STATEMENT File No. 2023-131913 The following person(s) is (are) doing business as: LA BAJA DELIVERY, 12626 FELIPE ST, EL MONTE, CA 91732. Full name of registrant(s) is (are) MONICA A CALDERON, 12626 FELIPE ST, EL MONTE, CA 91732. This Business is conducted by: AN INDIVIDUAL. Signed: MONICA A CALDERON/OWNER. This statement was filed with the County Clerk of Los Angeles County on 06/14/2023. The registrant(s) has (have) commenced to transact business under the fictitious business name or names listed above on N/A. NOTICE- This Fictitious Name Statement expires five years from the date it was filed in the office of the County Clerk. A new Fictitious Business Name Statement must be filed prior to that date. The filing of this statement does not of itself authorize the use in this state of a Fictitious Business Name in violation of the rights of another under Federal, State, or common law (See section 14411 et seq. Business and Professions Code)(Publish: Mountain Views-News/JDC Dates Pub: June 24, JULY 1, 8, 15, 2023 [687,1373,909,1518]
fictitious-business-notice: FICTITIOUS BUSINESS NAME STATEMENT File No. 2023-132760 The following person(s) is (are) doing business as: HAZZAK TRUCKING, 1415 REXFORD DR 203, LOS ANGELES, CA 90035. Full name of registrant(s) is (are) EDDSON KHALED ZILAYA CASTILLO, 1415 REXFORD DR 203, LOS ANGELES, CA 90035. This Business is conducted by: AN INDIVIDUAL. Signed: EDDSON KHALED ZILAYA CASTILLO/OWNER. This statement was filed with the County Clerk of Los Angeles County on 06/15/2023. The registrant(s) has (have) commenced to transact business under the fictitious business name or names listed above on N/A. NOTICE- This Fictitious Name Statement expires five years from the date it was filed in the office of the County Clerk. A new Fictitious Business Name Statement must be filed prior to that date. The filing of this statement does not of itself authorize the use in this state of a Fictitious Business Name in violation of the rights of another under Federal, State, or common law (See section 14411 et seq. Business and Professions Code)(Publish: Mountain Views-News/JDC Dates Pub: June 24, JULY 1, 8, 15, 2023 [460,675,682,828]
fictitious-business-notice: FICTITIOUS BUSINESS NAME STATEMENT File No. 2023-135160 The following person(s) is (are) doing business as: CROWN CRAFTED CONSTRUCTION, 460 E. 95TH ST, LOS ANGELES, CA 90003. Full name of registrant(s) is (are) AIDEN RODRIGUEZ-PULLAR, 460 E. 95TH ST, LOS ANGELES, CA 90003. This Business is conducted by: AN INDIVIDUAL. Signed: AIDEN RODRIGUEZ-PULLAR/OWNER. [232,1755,454,1811]
fictitious-business-notice: FICTITIOUS BUSINESS NAME STATEMENT File No. 2023-131571 The following person(s) is (are) doing business as: GT&CO, 3254 GOTERA DR, HACIENDA HEIGHTS, CA 91745. Full name of registrant(s) is (are) GURGEN ARTSRUNI, 3254 GOTERA DR, HACIENDA HEIGHTS, CA 91745. This Business is conducted by: AN INDIVIDUAL. Signed: GURGEN ARTSRUNI/OWNER. This statement was filed with the County Clerk of Los Angeles County on 06/14/2023. The registrant(s) has (have) commenced to transact business under the fictitious business name or names listed above on 03/2023. NOTICE- This Fictitious Name Statement expires five years from the date it was filed in the office of the County Clerk. A new Fictitious Business Name Statement must be filed prior to that date. The filing of this statement does not of itself authorize the use in this state of a Fictitious Business Name in violation of the rights of another under Federal, State, or common law (See section 14411 et seq. Business and Professions Code)(Publish: Mountain Views-News/JDC Dates Pub: June 24, JULY 1, 8, 15, 2023 [460,511,682,665]
fictitious-business-notice: FICTITIOUS BUSINESS NAME STATEMENT File No. 2023130764 The following person(s) is (are) doing business as: HIGHLAND GLASS 3766 N HIGHLAND AVE HOLLYWOOD, CA. 90028; HIGHLAND 4914 172nd ST LANCASTER, CA. 93535. LOS ANGELES COUNTY. Full name of registrant(s) is (are): ALEXANDER HERRERA 3766 N HIGHLAND AVE HOLLYWOOD, CA. 90028. This Business is conducted by: AN INDIVIDUAL. Signed: ALEXANDER HERRERA, OWNER. This statement was filed with the County Clerk of Los Angeles County on 06/23/2023. The registrant(s) has (have) commenced to transact business under the fictitious business name or names listed above on 06/2022. NOTICE- This Fictitious Name Statement expires five years from the date it was filed in the office of the County Clerk. A new Fictitious Business Name Statement must be filed prior to that date. The filing of this statement does not of itself authorize the use in this state of a Fictitious Business Name in violation of the rights of another under Federal, State, or common law (See section 14411 et seq. Business and Professions Code) Publish: ES Mountain Views News Dates Pub: June 24, July 1, 8, 15, 2023 [4,374,226,556]
fictitious-business-notice: FICTITIOUS BUSINESS NAME STATEMENT File No. 2023-135553 The following person(s) is (are) doing business as: HERNANDEZ TRUCK TRAILER REPAIR, 3784 DELTA AVE, LONG BEACH, CA 90810. Full name of registrant(s) is (are) ROBERT HERNANDEZ, 3784 DELTA AVE, LONG BEACH, CA 90810. This Business is conducted by: AN INDIVIDUAL. Signed: ROBERT HERNANDEZ/OWNER. This statement was filed with the County Clerk of Los Angeles County on 06/20/2023. The registrant(s) has (have) commenced to transact business under the fictitious business name or names listed above on N/A. NOTICE- This Fictitious Name Statement expires five years from the date it was filed in the office of the County Clerk. A new Fictitious Business Name Statement must be filed prior to that date. The filing of this statement does not of itself authorize the use in this state of a Fictitious Business Name in violation of the rights of another under Federal, State, or common law (See section 14411 et seq. Business and Professions Code)(Publish: Mountain Views-News/JDC Dates Pub: June 24, JULY 1, 8, 15, 2023 [460,838,682,992]
fictitious-business-notice: OAXACA CUISINE & CAFE, 1615 N VERMONT AVE, LOS ANGELES, CA 90027. Full name of registrant(s) is (are) ULISES LUIS PEREZ, 1660 N ARDMORE AVE APT 11, LOS ANGELES, CA 90038. This Business is conducted by: AN INDIVIDUAL. Signed: VICENTE LUIS PEREZ/OWNER. This statement was filed with the County Clerk of Los Angeles County on 06/14/2023. The registrant(s) has (have) commenced to transact business under the fictitious business name or names listed above on N/A. NOTICE- This Fictitious Name Statement expires five years from the date it was filed in the office of the County Clerk. A new Fictitious Business Name Statement must be filed prior to that date. The filing of this statement does not of itself authorize the use in this state of a Fictitious Business Name in violation of the rights of another under Federal, State, or common law (See section 14411 et seq. Business and Professions Code)(Publish: Mountain Views-News/JDC Dates Pub: June 24, JULY 1, 8, 15, 2023 [915,1373,1137,1509]
